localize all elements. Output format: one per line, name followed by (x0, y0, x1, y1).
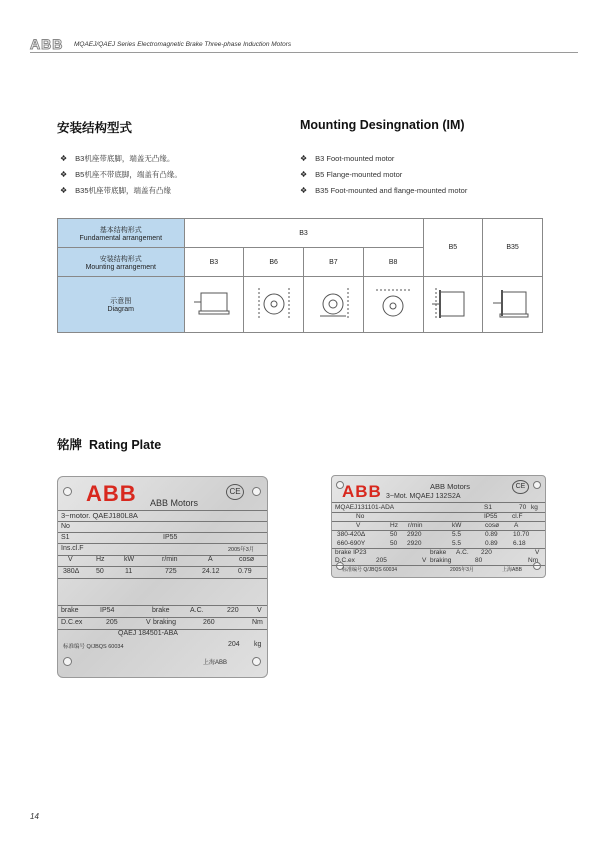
diamond-bullet-icon: ❖ (60, 185, 68, 195)
b35-cell: B35 (483, 219, 543, 277)
b3-cell: B3 (184, 248, 244, 277)
diamond-bullet-icon: ❖ (300, 153, 308, 163)
b5-cell: B5 (423, 219, 483, 277)
b3-diagram (184, 277, 244, 333)
b6-cell: B6 (244, 248, 304, 277)
plate1-brand: ABB Motors (150, 498, 199, 508)
b5-motor-icon (428, 284, 478, 324)
fundamental-header: 基本结构形式 Fundamental arrangement (58, 219, 185, 248)
plate1-code: QAEJ 184501-ABA (118, 630, 178, 637)
plate1-abb-logo: ABB (86, 481, 137, 506)
b3-motor-icon (191, 287, 237, 321)
screw-hole-icon (63, 657, 72, 666)
ce-mark: CE (226, 484, 244, 500)
plate1-motor: 3~motor. QAEJ180L8A (61, 511, 138, 520)
diamond-bullet-icon: ❖ (300, 169, 308, 179)
header-rule (30, 52, 578, 53)
screw-hole-icon (252, 657, 261, 666)
b6-diagram (244, 277, 304, 333)
bullet-en: ❖ B35 Foot-mounted and flange-mounted motor (300, 185, 468, 195)
plate2-motor: 3~Mot. MQAEJ 132S2A (386, 493, 461, 500)
mounting-table (57, 218, 543, 333)
ce-mark: CE (512, 480, 529, 494)
diamond-bullet-icon: ❖ (300, 185, 308, 195)
b7-motor-icon (310, 284, 356, 324)
b6-motor-icon (251, 284, 297, 324)
bullets-en (300, 150, 467, 198)
bullets-cn (60, 150, 182, 198)
bullet-cn: ❖ B3机座带底脚，端盖无凸缘。 (60, 153, 175, 163)
b5-diagram (423, 277, 483, 333)
diamond-bullet-icon: ❖ (60, 153, 68, 163)
rating-plate-2: ABB ABB Motors CE 3~Mot. MQAEJ 132S2A MQAEJ131101-ADA S1 70 kg No IP55 cl.F V Hz r/min kW cosø A 380-420Δ 50 2920 5.5 0.89 10.70 660-690Y 50 2920 5.5 0.89 6.18 brake IP23 brake A.C. 220 V D.C.ex 205 V braking 80 Nm 标准编号 Q/JBQS 60034 2005年3月 上海ABB (331, 475, 546, 578)
bullet-en: ❖ B3 Foot-mounted motor (300, 153, 395, 163)
rating-title: 铭牌 Rating Plate (57, 438, 162, 452)
mounting-title-en: Mounting Desingnation (IM) (300, 118, 465, 132)
b3-group-cell: B3 (184, 219, 423, 248)
b8-cell: B8 (363, 248, 423, 277)
b35-motor-icon (488, 284, 538, 324)
bullet-cn: ❖ B35机座带底脚，端盖有凸缘 (60, 185, 172, 195)
plate2-brand: ABB Motors (430, 482, 471, 491)
diagram-header: 示意图 Diagram (58, 277, 185, 333)
b7-cell: B7 (304, 248, 364, 277)
b8-diagram (363, 277, 423, 333)
screw-hole-icon (533, 481, 541, 489)
screw-hole-icon (252, 487, 261, 496)
mounting-arrangement-header: 安装结构形式 Mounting arrangement (58, 248, 185, 277)
plate2-abb-logo: ABB (342, 482, 382, 501)
plate1-maker: 上海ABB (203, 660, 228, 666)
b7-diagram (304, 277, 364, 333)
b8-motor-icon (370, 284, 416, 324)
series-title: MQAEJ/QAEJ Series Electromagnetic Brake Three-phase Induction Motors (74, 41, 292, 48)
bullet-cn: ❖ B5机座不带底脚，端盖有凸缘。 (60, 169, 182, 179)
abb-logo: ABB (30, 36, 64, 52)
diamond-bullet-icon: ❖ (60, 169, 68, 179)
plate2-maker: 上海ABB (502, 567, 523, 573)
screw-hole-icon (63, 487, 72, 496)
page-number: 14 (30, 812, 39, 821)
mounting-title-cn: 安装结构型式 (57, 121, 133, 135)
b35-diagram (483, 277, 543, 333)
bullet-en: ❖ B5 Flange-mounted motor (300, 169, 403, 179)
rating-plate-1: ABB ABB Motors CE 3~motor. QAEJ180L8A No S1 IP55 Ins.cl.F 2005年3月 V Hz kW r/min A cosø 380Δ 50 11 725 24.12 0.79 brake IP54 brake A.C. 220 V D.C.ex 205 V braking 260 Nm QAEJ 184501-ABA 标准编号 Q/JBQS 60034 204 kg 上海ABB (57, 476, 268, 678)
